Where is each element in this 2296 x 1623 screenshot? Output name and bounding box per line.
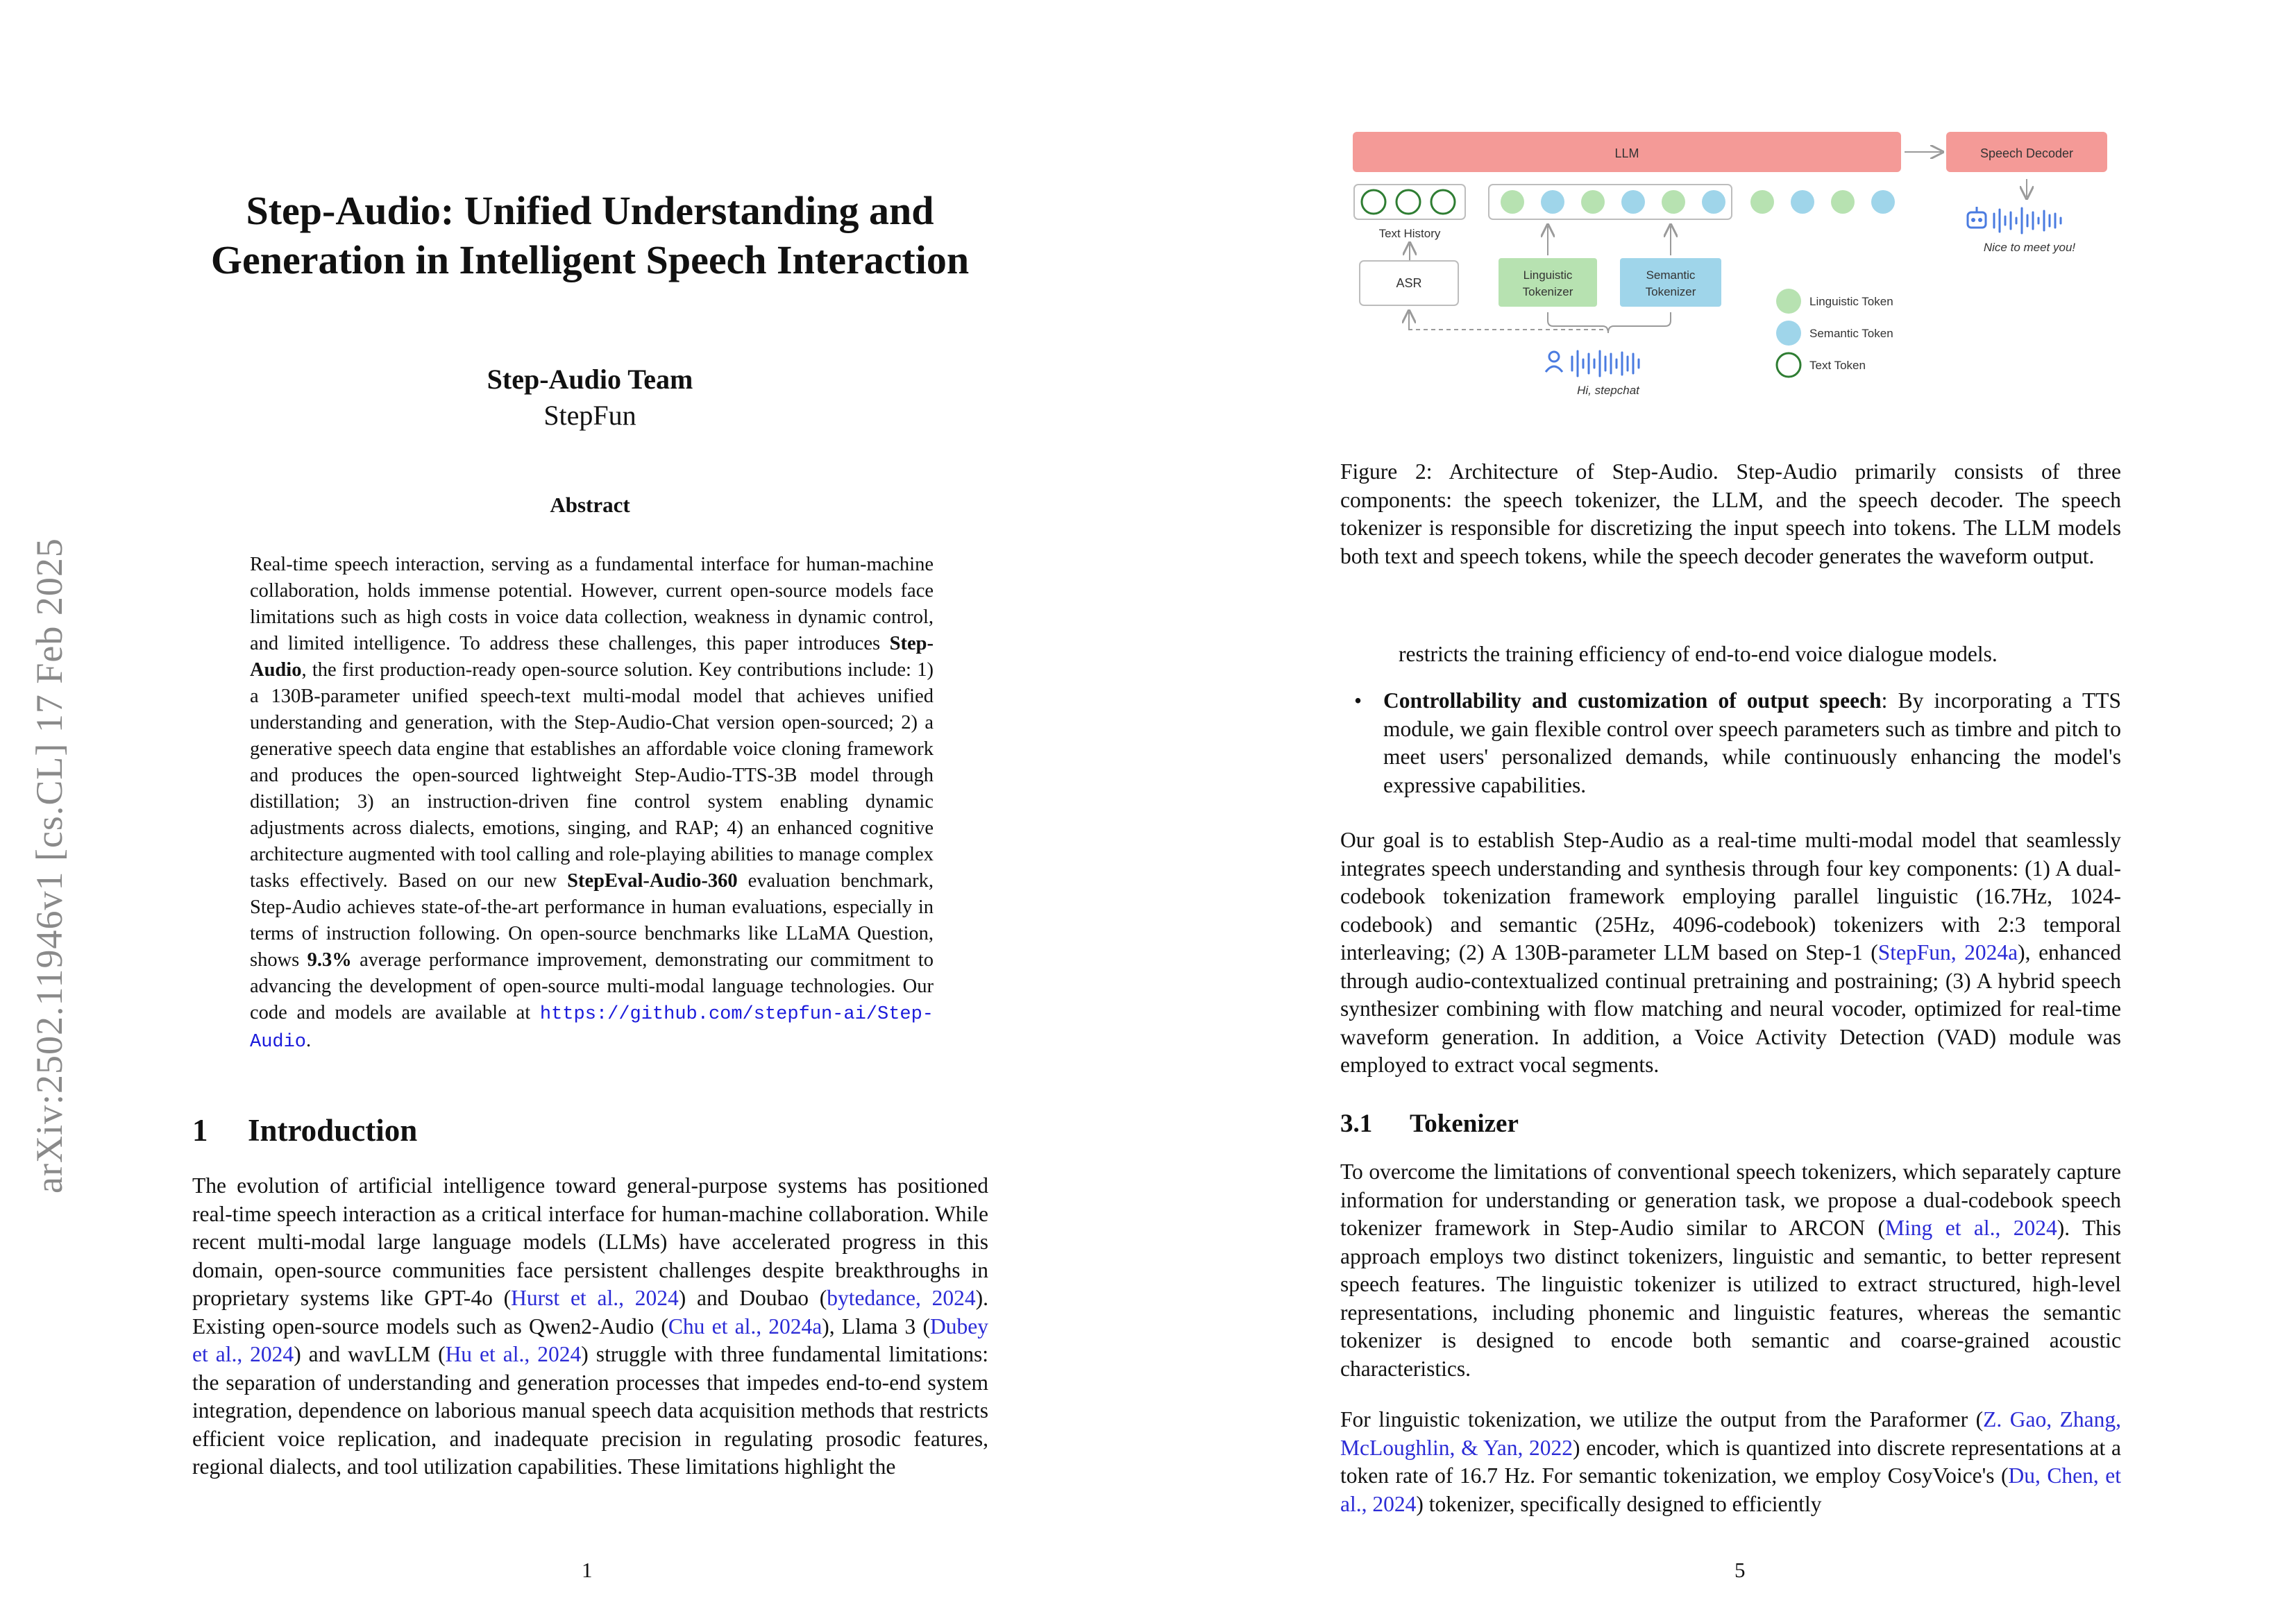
citation-link[interactable]: StepFun, 2024a	[1877, 940, 2018, 965]
input-waveform-icon	[1572, 351, 1639, 376]
section-number: 3.1	[1340, 1110, 1373, 1138]
paper-title: Step-Audio: Unified Understanding and Generation in Intelligent Speech Interaction	[210, 188, 970, 282]
body-text: ) and wavLLM (	[294, 1342, 446, 1366]
speech-tokens-box	[1489, 185, 1732, 219]
section-title: Introduction	[248, 1113, 418, 1148]
contribution-list	[1354, 687, 2121, 799]
linguistic-token	[1581, 190, 1605, 214]
linguistic-tokenizer-label: Linguistic	[1523, 269, 1573, 282]
body-text: ) and Doubao (	[678, 1286, 827, 1310]
legend-semantic-swatch	[1776, 321, 1801, 346]
citation-link[interactable]: Hu et al., 2024	[445, 1342, 582, 1366]
linguistic-token	[1831, 190, 1855, 214]
page-number: 1	[582, 1558, 593, 1582]
body-text: The evolution of artificial intelligence toward general-purpose systems has positioned real-time speech interaction as a critical interface for human-machine collaboration. While recent multi-modal large language models (LLMs) have accelerated progress in this domain, open-source communities face persistent challenges despite breakthroughs in proprietary systems like GPT-4o (	[192, 1173, 988, 1310]
semantic-tokenizer-block	[1620, 258, 1721, 307]
citation-link[interactable]: Dubey et al., 2024	[192, 1314, 988, 1366]
linguistic-tokenizer-block	[1499, 258, 1597, 307]
right-page	[1148, 0, 2296, 1623]
abstract-text: Real-time speech interaction, serving as a fundamental interface for human-machine collaboration, holds immense potential. However, current open-source models face limitations such as high costs in voice data collection, weakness in dynamic control, and limited intelligence. To address these challenges, this paper introduces	[250, 554, 934, 654]
abstract-text: average performance improvement, demonstrating our commitment to advancing the development of open-source multi-modal language technologies. Our code and models are available at	[250, 949, 934, 1023]
section-heading-tokenizer	[1340, 1109, 1519, 1139]
text-history-label: Text History	[1378, 227, 1441, 240]
body-text: ) encoder, which is quantized into discrete representations at a token rate of 16.7 Hz. For semantic tokenization, we employ CosyVoice's (	[1340, 1435, 2121, 1488]
user-icon	[1546, 352, 1562, 372]
text-token	[1431, 190, 1455, 214]
abstract-text: , the first production-ready open-source solution. Key contributions include: 1) a 130B-parameter unified speech-text multi-modal model that achieves unified understanding and generation, with the Step-Audio-Chat version open-sourced; 2) a generative speech data engine that establishes an affordable voice cloning framework and produces the open-sourced lightweight Step-Audio-TTS-3B model through distillation; 3) an instruction-driven fine control system enabling dynamic adjustments across dialects, emotions, singing, and RAP; 4) an enhanced cognitive architecture augmented with tool calling and role-playing abilities to manage complex tasks effectively. Based on our new	[250, 659, 934, 892]
semantic-token	[1791, 190, 1814, 214]
output-waveform-icon	[1994, 208, 2061, 233]
legend-linguistic-label: Linguistic Token	[1809, 295, 1893, 308]
continued-line: restricts the training efficiency of end-to-end voice dialogue models.	[1399, 642, 1998, 666]
legend-text-swatch	[1777, 353, 1800, 377]
body-text: ). This approach employs two distinct tokenizers, linguistic and semantic, to better represent speech features. The linguistic tokenizer is utilized to extract structured, high-level representations, including phonemic and linguistic features, whereas the semantic tokenizer is designed to encode both semantic and coarse-grained acoustic characteristics.	[1340, 1216, 2121, 1381]
semantic-token	[1702, 190, 1725, 214]
citation-link[interactable]: bytedance, 2024	[827, 1286, 976, 1310]
speech-decoder-label: Speech Decoder	[1980, 146, 2074, 160]
linguistic-token	[1750, 190, 1774, 214]
architecture-figure	[1353, 125, 2116, 416]
arxiv-identifier[interactable]: arXiv:2502.11946v1 [cs.CL] 17 Feb 2025	[28, 538, 70, 1193]
legend-linguistic-swatch	[1776, 289, 1801, 314]
abstract-heading: Abstract	[550, 493, 630, 517]
tokenizer-paragraph-2	[1340, 1406, 2121, 1518]
page-number: 5	[1734, 1558, 1746, 1582]
body-text: To overcome the limitations of conventional speech tokenizers, which separately capture information for understanding or generation task, we propose a dual-codebook speech tokenizer framework in Step-Audio similar to ARCON (	[1340, 1159, 2121, 1240]
abstract-bold-improvement: 9.3%	[307, 949, 352, 971]
introduction-paragraph	[192, 1172, 988, 1481]
text-token	[1396, 190, 1420, 214]
text-token	[1362, 190, 1385, 214]
affiliation: StepFun	[543, 400, 636, 431]
input-speech-text: Hi, stepchat	[1577, 384, 1639, 397]
body-text: Our goal is to establish Step-Audio as a real-time multi-modal model that seamlessly integrates speech understanding and synthesis through four key components: (1) A dual-codebook tokenization framework employing parallel linguistic (16.7Hz, 1024-codebook) and semantic (25Hz, 4096-codebook) tokenizers with 2:3 temporal interleaving; (2) A 130B-parameter LLM based on Step-1 (	[1340, 828, 2121, 965]
linguistic-token	[1662, 190, 1685, 214]
semantic-tokenizer-label: Tokenizer	[1645, 285, 1696, 298]
goal-paragraph	[1340, 826, 2121, 1080]
architecture-diagram	[1353, 125, 2116, 416]
semantic-token	[1621, 190, 1645, 214]
linguistic-token	[1501, 190, 1524, 214]
asr-label: ASR	[1396, 276, 1422, 290]
list-item	[1354, 687, 2121, 799]
tokenizer-paragraph-1	[1340, 1158, 2121, 1383]
asr-dashed-link	[1409, 314, 1608, 333]
section-title: Tokenizer	[1410, 1110, 1519, 1138]
robot-icon	[1968, 207, 1986, 228]
semantic-token	[1541, 190, 1564, 214]
semantic-token	[1871, 190, 1895, 214]
figure-caption: Figure 2: Architecture of Step-Audio. Step-Audio primarily consists of three components: the speech tokenizer, the LLM, and the speech decoder. The speech tokenizer is responsible for discretizing the input speech into tokens. The LLM models both text and speech tokens, while the speech decoder generates the waveform output.	[1340, 459, 2121, 568]
llm-label: LLM	[1614, 146, 1639, 160]
citation-link[interactable]: Du, Chen, et al., 2024	[1340, 1463, 2121, 1516]
code-url-link[interactable]: https://github.com/stepfun-ai/Step-Audio	[250, 1004, 934, 1053]
citation-link[interactable]: Z. Gao, Zhang, McLoughlin, & Yan, 2022	[1340, 1407, 2121, 1460]
body-text: ). Existing open-source models such as Qwen2-Audio (	[192, 1286, 988, 1339]
abstract-text: evaluation benchmark, Step-Audio achieves state-of-the-art performance in human evaluations, especially in terms of instruction following. On open-source benchmarks like LLaMA Question, shows	[250, 870, 934, 971]
body-text: For linguistic tokenization, we utilize the output from the Paraformer (	[1340, 1407, 1984, 1431]
citation-link[interactable]: Chu et al., 2024a	[668, 1314, 822, 1339]
citation-link[interactable]: Hurst et al., 2024	[511, 1286, 679, 1310]
bullet-text: : By incorporating a TTS module, we gain flexible control over speech parameters such as timbre and pitch to meet users' personalized demands, while continuously enhancing the model's expressive capabilities.	[1383, 688, 2121, 797]
body-text: ), Llama 3 (	[822, 1314, 931, 1339]
legend-text-label: Text Token	[1809, 359, 1866, 372]
abstract-bold-benchmark: StepEval-Audio-360	[567, 870, 738, 892]
citation-link[interactable]: Ming et al., 2024	[1885, 1216, 2057, 1240]
abstract-text: .	[306, 1030, 312, 1051]
body-text: ) tokenizer, specifically designed to efficiently	[1416, 1491, 1822, 1516]
bullet-icon: •	[1354, 688, 1362, 713]
bullet-heading: Controllability and customization of output speech	[1383, 688, 1882, 713]
abstract-body	[250, 552, 934, 1055]
section-number: 1	[192, 1113, 208, 1148]
output-speech-text: Nice to meet you!	[1983, 241, 2076, 254]
authors: Step-Audio Team	[487, 364, 693, 395]
body-text: ) struggle with three fundamental limitations: the separation of understanding and generation processes that impedes end-to-end system integration, dependence on laborious manual speech data acquisition methods that restricts efficient voice replication, and inadequate precision in regulating prosodic features, regional dialects, and tool utilization capabilities. These limitations highlight the	[192, 1342, 989, 1479]
linguistic-tokenizer-label: Tokenizer	[1522, 285, 1573, 298]
semantic-tokenizer-label: Semantic	[1646, 269, 1696, 282]
section-heading-introduction	[192, 1112, 417, 1148]
body-text: ), enhanced through audio-contextualized continual pretraining and postraining; (3) A hybrid speech synthesizer combining with flow matching and neural vocoder, optimized for real-time waveform generation. In addition, a Voice Activity Detection (VAD) module was employed to extract vocal segments.	[1340, 940, 2121, 1077]
legend-semantic-label: Semantic Token	[1809, 327, 1893, 340]
input-brace	[1548, 312, 1671, 333]
abstract-bold-step-audio: Step-Audio	[250, 633, 934, 681]
